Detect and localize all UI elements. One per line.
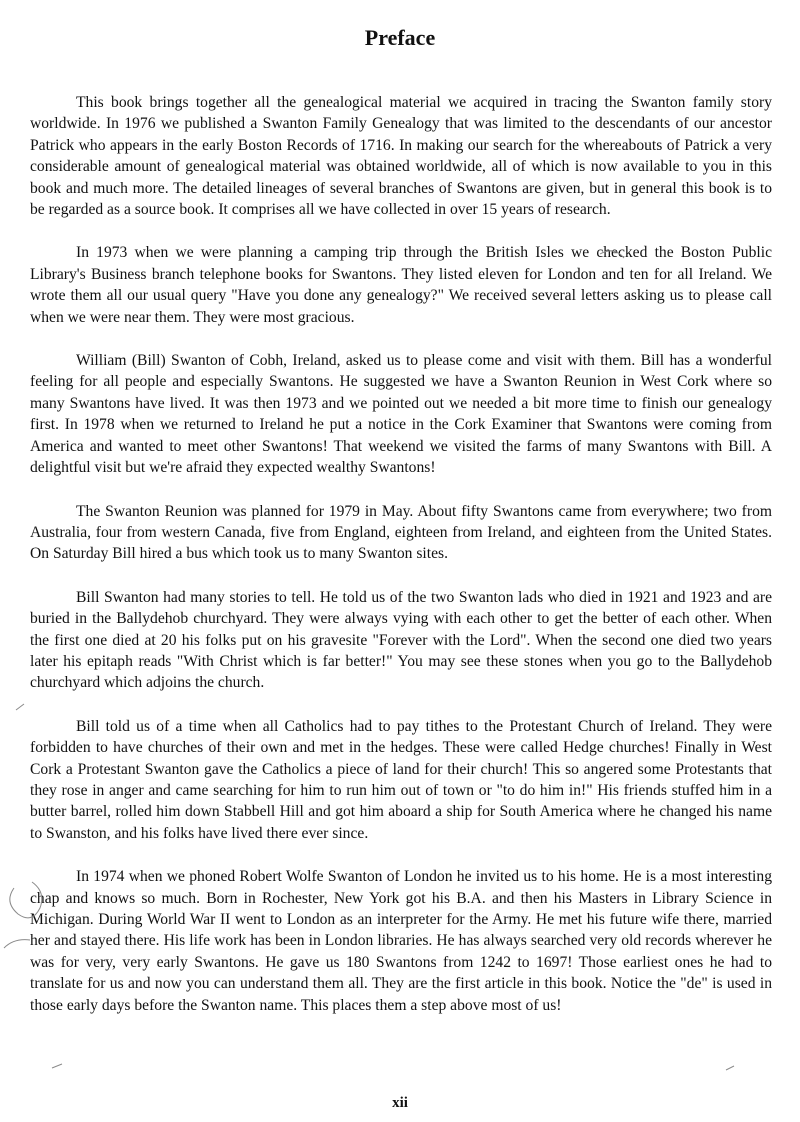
paragraph-1: This book brings together all the genealogical material we acquired in tracing the Swanton family story worldwide. In 1976 we published a Swanton Family Genealogy that was limited to the descendants of our ancestor Patrick who appears in the early Boston Records of 1716. In making our search for the whereabouts of Patrick a very considerable amount of genealogical material was obtained worldwide, all of which is now available to you in this book and much more. The detailed lineages of several branches of Swantons are given, but in general this book is to be regarded as a source book. It comprises all we have collected in over 15 years of research. (30, 94, 772, 219)
paragraph-5: Bill Swanton had many stories to tell. He told us of the two Swanton lads who died in 1921 and 1923 and are buried in the Ballydehob churchyard. They were always vying with each other to get the better of each other. When the first one died at 20 his folks put on his gravesite "Forever with the Lord". When the second one died two years later his epitaph reads "With Christ which is far better!" You may see these stones when you go to the Ballydehob churchyard which adjoins the church. (30, 588, 772, 692)
page-title: Preface (364, 25, 436, 50)
paragraph-6: Bill told us of a time when all Catholics had to pay tithes to the Protestant Church of Ireland. They were forbidden to have churches of their own and met in the hedges. These were called Hedge churches! Finally in West Cork a Protestant Swanton gave the Catholics a piece of land for their church! This so angered some Protestants that they rose in anger and came searching for him to run him out of town or "to do him in!" His friends stuffed him in a butter barrel, rolled him down Stabbell Hill and got him aboard a ship for South America where he changed his name to Swanston, and his folks have lived there ever since. (30, 717, 772, 842)
preface-body (30, 92, 772, 1038)
paragraph-4: The Swanton Reunion was planned for 1979 in May. About fifty Swantons came from everywhere; two from Australia, four from western Canada, five from England, eighteen from Ireland, and eighteen from the United States. On Saturday Bill hired a bus which took us to many Swanton sites. (30, 502, 772, 563)
paragraph-7: In 1974 when we phoned Robert Wolfe Swanton of London he invited us to his home. He is a most interesting chap and knows so much. Born in Rochester, New York got his B.A. and then his Masters in Library Science in Michigan. During World War II went to London as an interpreter for the Army. He met his future wife there, married her and stayed there. His life work has been in London libraries. He has always searched very old records wherever he was for very, very early Swantons. He gave us 180 Swantons from 1242 to 1697! Those earliest ones he had to translate for us and now you can understand them all. They are the first article in this book. Notice the "de" is used in those early days before the Swanton name. This places them a step above most of us! (30, 868, 772, 1014)
pen-mark-tick-right (726, 1066, 734, 1070)
paragraph-3: William (Bill) Swanton of Cobh, Ireland, asked us to please come and visit with them. Bill has a wonderful feeling for all people and especially Swantons. He suggested we have a Swanton Reunion in West Cork where so many Swantons have lived. It was then 1973 and we pointed out we needed a bit more time to finish our genealogy first. In 1978 when we returned to Ireland he put a notice in the Cork Examiner that Swantons were coming from America and wanted to meet other Swantons! That weekend we visited the farms of many Swantons with Bill. A delightful visit but we're afraid they expected wealthy Swantons! (30, 352, 772, 477)
pen-mark-dash-left (16, 704, 24, 710)
paragraph-2: In 1973 when we were planning a camping trip through the British Isles we checked the Boston Public Library's Business branch telephone books for Swantons. They listed eleven for London and ten for all Ireland. We wrote them all our usual query "Have you done any genealogy?" We received several letters asking us to please call when we were near them. They were most gracious. (30, 244, 772, 326)
page-number: xii (392, 1095, 408, 1111)
pen-mark-arc-left (4, 940, 30, 948)
pen-mark-tick-bottom (52, 1064, 62, 1068)
